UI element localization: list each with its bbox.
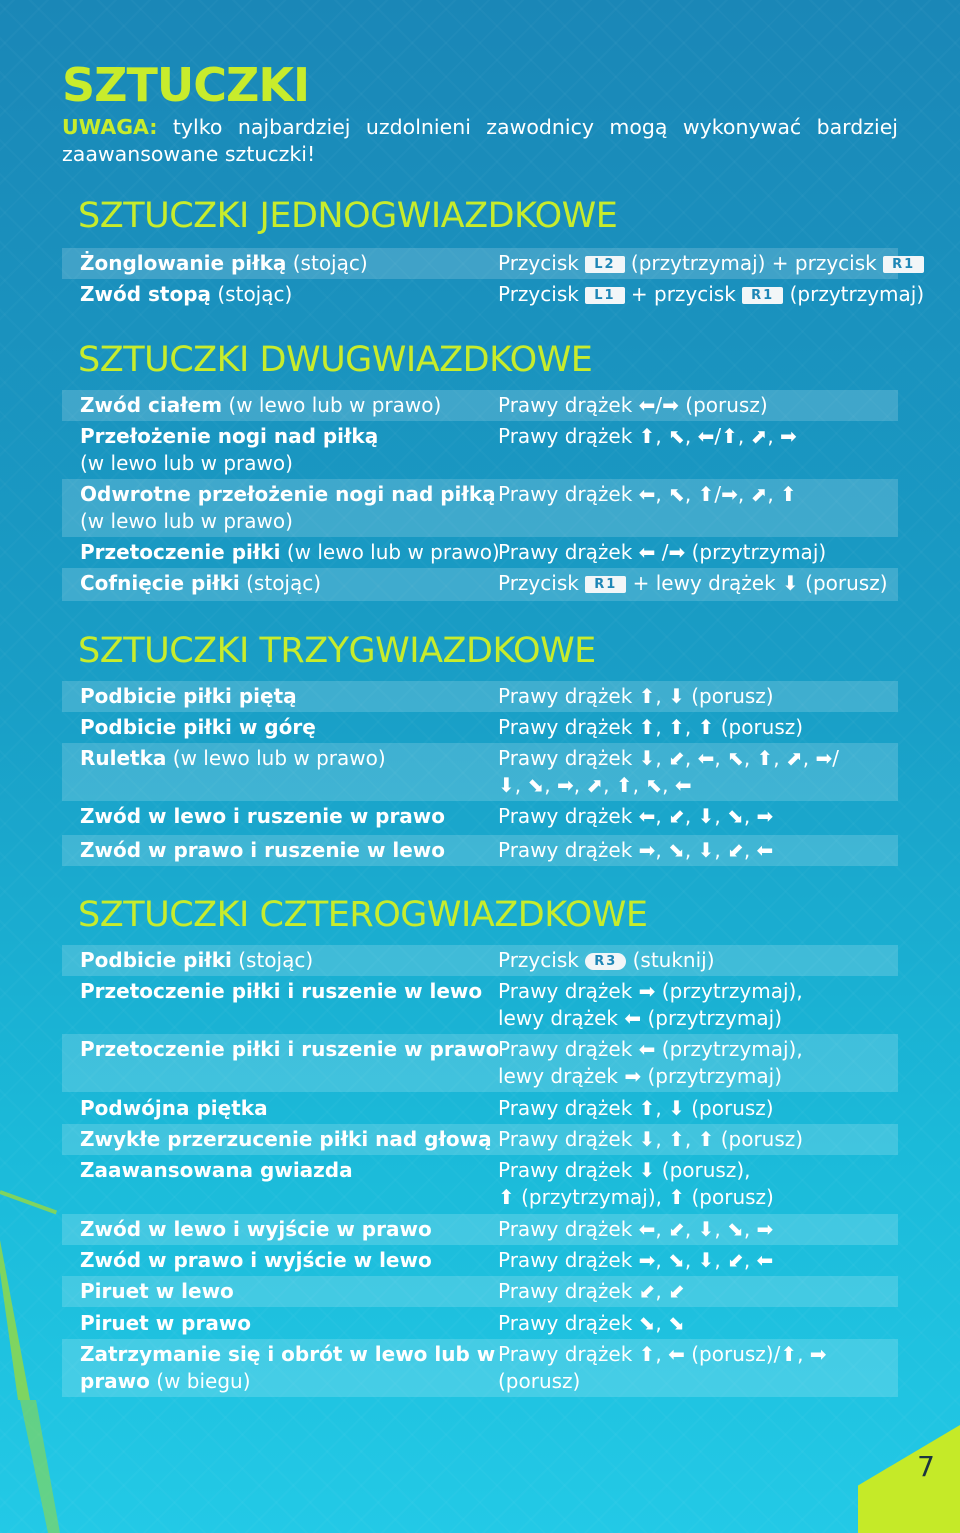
table-row — [62, 1214, 898, 1245]
trick-control: Przycisk R3 (stuknij) — [498, 948, 715, 972]
trick-control: Przycisk R1 + lewy drążek ⬇ (porusz) — [498, 571, 888, 595]
section-title-one-star: SZTUCZKI JEDNOGWIAZDKOWE — [78, 196, 618, 236]
trick-control: Prawy drążek ⬅/➡ (porusz) — [498, 393, 768, 417]
trick-name: Przełożenie nogi nad piłką (w lewo lub w prawo) — [80, 424, 379, 475]
trick-control: Prawy drążek ⬆, ⬇ (porusz) — [498, 684, 774, 708]
table-row — [62, 568, 898, 601]
trick-control: Prawy drążek ⬅, ⬋, ⬇, ⬊, ➡ — [498, 804, 774, 828]
trick-control: Prawy drążek ⬆, ⬅ (porusz)/⬆, ➡ (porusz) — [498, 1342, 827, 1393]
table-row — [62, 1124, 898, 1155]
table-row — [62, 1093, 898, 1124]
table-row — [62, 537, 898, 568]
trick-control: Prawy drążek ⬆, ⬇ (porusz) — [498, 1096, 774, 1120]
trick-name: Zwód w prawo i wyjście w lewo — [80, 1248, 432, 1272]
r1-button-icon: R1 — [585, 576, 626, 593]
l2-button-icon: L2 — [585, 256, 624, 273]
trick-control: Prawy drążek ⬆, ⬆, ⬆ (porusz) — [498, 715, 804, 739]
trick-control: Przycisk L1 + przycisk R1 (przytrzymaj) — [498, 282, 925, 306]
table-row — [62, 279, 925, 310]
trick-name: Zwód ciałem (w lewo lub w prawo) — [80, 393, 442, 417]
trick-name: Zwód w lewo i wyjście w prawo — [80, 1217, 432, 1241]
trick-name: Przetoczenie piłki i ruszenie w prawo — [80, 1037, 500, 1061]
trick-name: Zwód w lewo i ruszenie w prawo — [80, 804, 446, 828]
r3-button-icon: R3 — [585, 953, 626, 970]
table-row — [62, 801, 898, 835]
trick-name: Odwrotne przełożenie nogi nad piłką (w lewo lub w prawo) — [80, 482, 496, 533]
trick-name: Zwód stopą (stojąc) — [80, 282, 293, 306]
warning-text: tylko najbardziej uzdolnieni zawodnicy mogą wykonywać bardziej zaawansowane sztuczki! — [62, 115, 898, 166]
table-row — [62, 835, 898, 866]
table-row — [62, 743, 898, 801]
section-title-three-star: SZTUCZKI TRZYGWIAZDKOWE — [78, 631, 596, 671]
trick-name: Ruletka (w lewo lub w prawo) — [80, 746, 386, 770]
trick-control: Prawy drążek ⬅, ⬉, ⬆/➡, ⬈, ⬆ — [498, 482, 797, 506]
decorative-streak — [20, 1400, 60, 1533]
table-row — [62, 976, 898, 1034]
trick-name: Żonglowanie piłką (stojąc) — [80, 251, 368, 275]
trick-name: Przetoczenie piłki (w lewo lub w prawo) — [80, 540, 500, 564]
section-title-two-star: SZTUCZKI DWUGWIAZDKOWE — [78, 340, 593, 380]
table-row — [62, 681, 898, 712]
r1-button-icon: R1 — [883, 256, 924, 273]
trick-control: Prawy drążek ⬆, ⬉, ⬅/⬆, ⬈, ➡ — [498, 424, 797, 448]
trick-name: Podwójna piętka — [80, 1096, 268, 1120]
trick-name: Zwykłe przerzucenie piłki nad głową — [80, 1127, 492, 1151]
table-row — [62, 1276, 898, 1307]
table-row — [62, 421, 898, 479]
section-title-four-star: SZTUCZKI CZTEROGWIAZDKOWE — [78, 895, 648, 935]
table-row — [62, 1155, 898, 1213]
trick-name: Przetoczenie piłki i ruszenie w lewo — [80, 979, 483, 1003]
trick-name: Piruet w lewo — [80, 1279, 234, 1303]
decorative-streak — [0, 1190, 57, 1214]
page-title: SZTUCZKI — [62, 58, 310, 112]
trick-name: Zatrzymanie się i obrót w lewo lub w prawo (w biegu) — [80, 1342, 496, 1393]
l1-button-icon: L1 — [585, 287, 624, 304]
trick-control: Prawy drążek ⬋, ⬋ — [498, 1279, 685, 1303]
table-row — [62, 1245, 898, 1276]
trick-control: Prawy drążek ⬇, ⬋, ⬅, ⬉, ⬆, ⬈, ➡/ ⬇, ⬊, ➡, ⬈, ⬆, ⬉, ⬅ — [498, 746, 839, 797]
table-row — [62, 479, 898, 537]
trick-name: Podbicie piłki (stojąc) — [80, 948, 314, 972]
table-row — [62, 1034, 898, 1092]
table-row — [62, 1308, 898, 1339]
trick-control: Prawy drążek ⬇ (porusz), ⬆ (przytrzymaj), ⬆ (porusz) — [498, 1158, 774, 1209]
trick-name: Cofnięcie piłki (stojąc) — [80, 571, 322, 595]
trick-name: Zwód w prawo i ruszenie w lewo — [80, 838, 446, 862]
trick-name: Zaawansowana gwiazda — [80, 1158, 353, 1182]
page-number: 7 — [917, 1450, 935, 1483]
trick-name: Podbicie piłki piętą — [80, 684, 297, 708]
trick-name: Podbicie piłki w górę — [80, 715, 316, 739]
warning-paragraph — [62, 114, 898, 168]
decorative-streak — [0, 1240, 30, 1400]
table-row — [62, 712, 898, 743]
trick-control: Prawy drążek ⬊, ⬊ — [498, 1311, 685, 1335]
warning-label: UWAGA: — [62, 115, 158, 139]
trick-control: Prawy drążek ⬅, ⬋, ⬇, ⬊, ➡ — [498, 1217, 774, 1241]
trick-name: Piruet w prawo — [80, 1311, 252, 1335]
r1-button-icon: R1 — [742, 287, 783, 304]
trick-control: Prawy drążek ⬇, ⬆, ⬆ (porusz) — [498, 1127, 804, 1151]
table-row — [62, 945, 898, 976]
table-row — [62, 248, 916, 279]
trick-control: Prawy drążek ➡, ⬊, ⬇, ⬋, ⬅ — [498, 838, 774, 862]
trick-control: Prawy drążek ➡, ⬊, ⬇, ⬋, ⬅ — [498, 1248, 774, 1272]
trick-control: Prawy drążek ⬅ (przytrzymaj), lewy drążek ➡ (przytrzymaj) — [498, 1037, 803, 1088]
table-row — [62, 1339, 898, 1397]
trick-control: Przycisk L2 (przytrzymaj) + przycisk R1 — [498, 250, 924, 277]
table-row — [62, 390, 898, 421]
trick-control: Prawy drążek ⬅ /➡ (przytrzymaj) — [498, 540, 827, 564]
trick-control: Prawy drążek ➡ (przytrzymaj), lewy drążek ⬅ (przytrzymaj) — [498, 979, 803, 1030]
